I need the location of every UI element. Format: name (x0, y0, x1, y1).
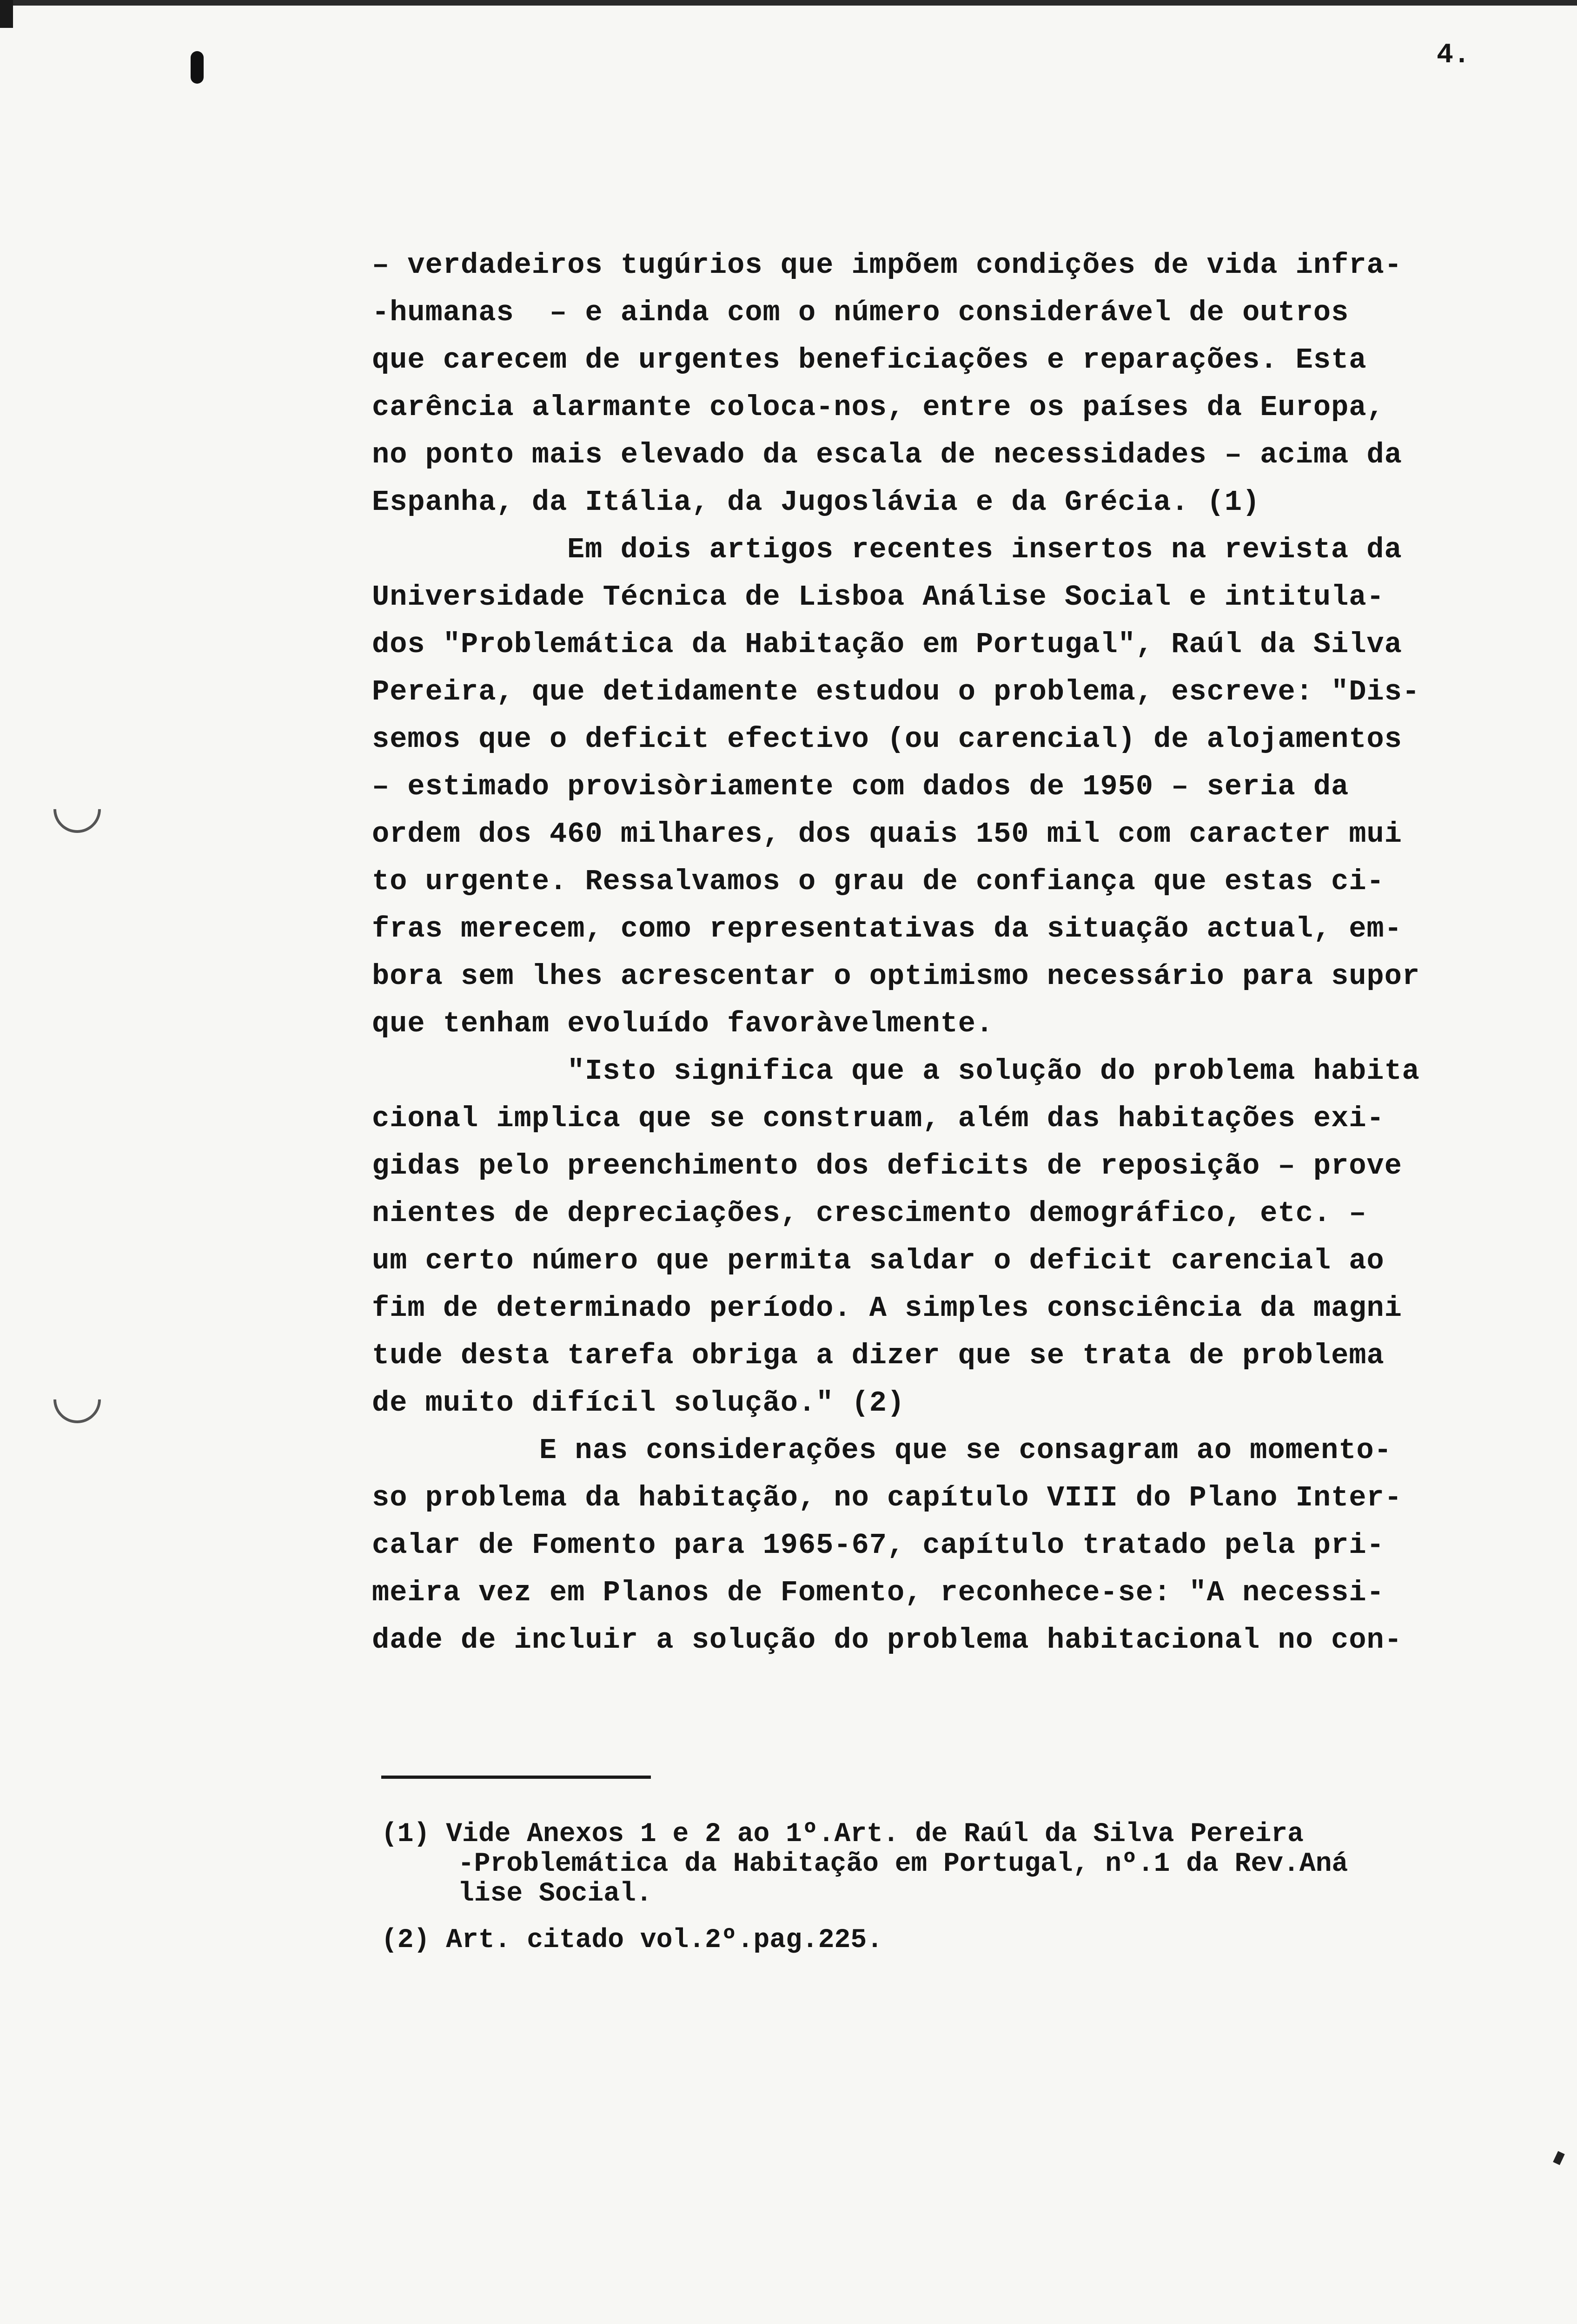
text-line: Universidade Técnica de Lisboa Análise Social e intitula- (372, 581, 1385, 614)
text-line: -humanas – e ainda com o número considerável de outros (372, 296, 1349, 329)
ink-mark (191, 51, 204, 84)
text-line: que tenham evoluído favoràvelmente. (372, 1007, 994, 1040)
paragraph-start-line: "Isto significa que a solução do problema habita (567, 1055, 1420, 1088)
text-line: fim de determinado período. A simples consciência da magni (372, 1292, 1402, 1325)
footnote-1-line: lise Social. (458, 1879, 652, 1909)
text-line: no ponto mais elevado da escala de necessidades – acima da (372, 438, 1402, 471)
text-line: tude desta tarefa obriga a dizer que se trata de problema (372, 1339, 1385, 1372)
page-number: 4. (1437, 40, 1471, 71)
text-line: to urgente. Ressalvamos o grau de confiança que estas ci- (372, 865, 1385, 898)
text-line: bora sem lhes acrescentar o optimismo necessário para supor (372, 960, 1420, 993)
paragraph-start-line: Em dois artigos recentes insertos na revista da (567, 533, 1402, 566)
text-line: dade de incluir a solução do problema habitacional no con- (372, 1624, 1402, 1657)
text-line: nientes de depreciações, crescimento demográfico, etc. – (372, 1197, 1367, 1230)
text-line: um certo número que permita saldar o deficit carencial ao (372, 1244, 1385, 1277)
text-line: calar de Fomento para 1965-67, capítulo tratado pela pri- (372, 1529, 1385, 1562)
text-line: semos que o deficit efectivo (ou carencial) de alojamentos (372, 723, 1402, 756)
text-line: que carecem de urgentes beneficiações e reparações. Esta (372, 343, 1367, 376)
text-line: Espanha, da Itália, da Jugoslávia e da Grécia. (1) (372, 486, 1260, 519)
text-line: meira vez em Planos de Fomento, reconhece-se: "A necessi- (372, 1576, 1385, 1609)
text-line: – estimado provisòriamente com dados de 1950 – seria da (372, 770, 1349, 803)
footnote-gap (381, 1909, 1506, 1926)
text-line: dos "Problemática da Habitação em Portugal", Raúl da Silva (372, 628, 1402, 661)
punch-hole-mark (44, 1366, 111, 1433)
footnote-1-line: -Problemática da Habitação em Portugal, nº.1 da Rev.Aná (458, 1849, 1348, 1879)
ink-speck (1553, 2151, 1564, 2165)
punch-hole-mark (44, 776, 111, 843)
footnote-2-line: (2) Art. citado vol.2º.pag.225. (381, 1925, 883, 1955)
paragraph-start-line: E nas considerações que se consagram ao momento- (539, 1434, 1392, 1467)
text-line: fras merecem, como representativas da situação actual, em- (372, 912, 1402, 945)
top-edge-rule (0, 0, 1577, 6)
text-line: – verdadeiros tugúrios que impõem condições de vida infra- (372, 249, 1402, 282)
corner-mark (0, 0, 13, 28)
footnotes (381, 1820, 1506, 1955)
text-line: cional implica que se construam, além das habitações exi- (372, 1102, 1385, 1135)
text-line: Pereira, que detidamente estudou o problema, escreve: "Dis- (372, 675, 1420, 708)
text-line: ordem dos 460 milhares, dos quais 150 mil com caracter mui (372, 818, 1402, 851)
text-line: so problema da habitação, no capítulo VIII do Plano Inter- (372, 1481, 1402, 1514)
text-line: de muito difícil solução." (2) (372, 1386, 905, 1419)
text-line: gidas pelo preenchimento dos deficits de reposição – prove (372, 1149, 1402, 1182)
footnote-separator (381, 1776, 651, 1779)
footnote-1-line: (1) Vide Anexos 1 e 2 ao 1º.Art. de Raúl da Silva Pereira (381, 1819, 1304, 1849)
text-line: carência alarmante coloca-nos, entre os países da Europa, (372, 391, 1385, 424)
body-text (372, 242, 1506, 1664)
